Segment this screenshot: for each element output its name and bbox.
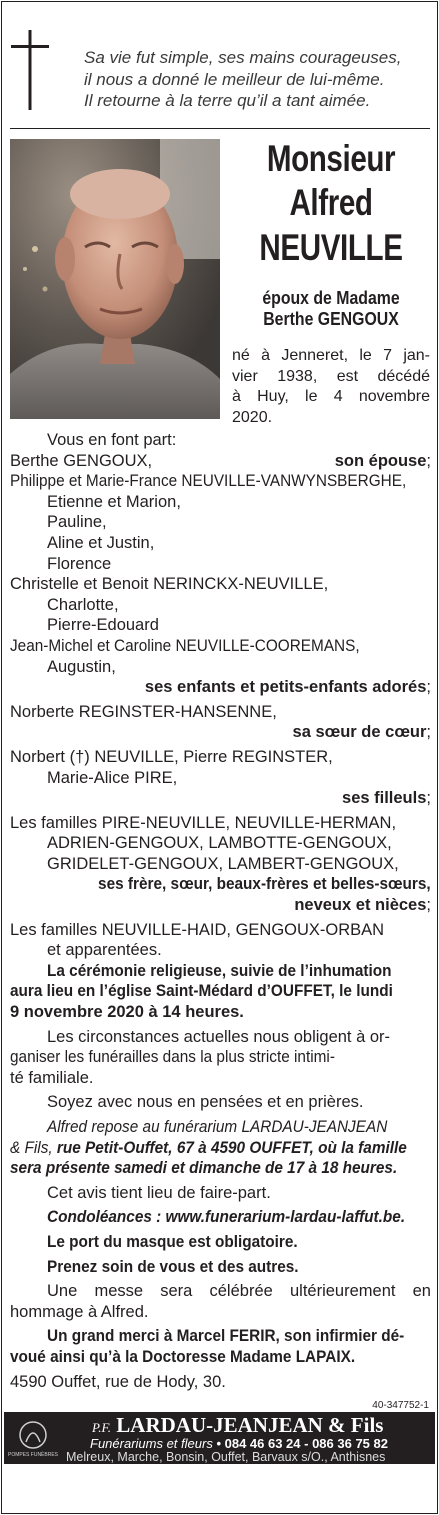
family-line: Pauline, — [47, 513, 107, 532]
circumstances-line: té familiale. — [10, 1068, 94, 1087]
relation-label: ses filleuls; — [342, 789, 431, 808]
cross-icon — [11, 30, 51, 110]
funerarium-line: Alfred repose au funérarium LARDAU-JEANJEAN — [47, 1118, 388, 1136]
epitaph-line: Sa vie fut simple, ses mains courageuses, — [84, 48, 402, 67]
locations: Melreux, Marche, Bonsin, Ouffet, Barvaux s/O., Anthisnes — [66, 1450, 386, 1464]
svg-text:POMPES FUNÈBRES: POMPES FUNÈBRES — [7, 1452, 59, 1458]
family-line: Berthe GENGOUX, son épouse; — [10, 451, 431, 470]
address-line: 4590 Ouffet, rue de Hody, 30. — [10, 1372, 226, 1391]
mass-line: Une messe sera célébrée ultérieurement en — [47, 1282, 431, 1301]
funeral-home-logo — [7, 1418, 59, 1458]
mass-line: hommage à Alfred. — [10, 1302, 149, 1321]
ceremony-line: 9 novembre 2020 à 14 heures. — [10, 1003, 244, 1022]
ceremony-line: La cérémonie religieuse, suivie de l’inhumation — [47, 961, 392, 980]
family-line: Philippe et Marie-France NEUVILLE-VANWYNSBERGHE, — [10, 472, 407, 491]
portrait-photo — [10, 139, 220, 419]
epitaph-line: Il retourne à la terre qu’il a tant aimée. — [84, 91, 371, 110]
spouse-mention: époux de Madame Berthe GENGOUX — [262, 288, 400, 329]
family-line: ADRIEN-GENGOUX, LAMBOTTE-GENGOUX, — [47, 834, 392, 853]
thanks-line: voué ainsi qu’à la Doctoresse Madame LAPAIX. — [10, 1347, 356, 1366]
family-line: Aline et Justin, — [47, 533, 155, 552]
family-line: Augustin, — [47, 657, 116, 676]
epitaph — [84, 47, 434, 112]
family-line: Florence — [47, 554, 112, 573]
family-line: Christelle et Benoit NERINCKX-NEUVILLE, — [10, 575, 329, 594]
condolences-line: Condoléances : www.funerarium-lardau-laffut.be. — [47, 1208, 406, 1227]
notice-line: Cet avis tient lieu de faire-part. — [47, 1183, 271, 1202]
company-name: P.F. LARDAU-JEANJEAN & Fils — [92, 1413, 384, 1437]
relation-label: neveux et nièces; — [294, 896, 431, 915]
family-line: Les familles NEUVILLE-HAID, GENGOUX-ORBAN — [10, 920, 385, 939]
thoughts-line: Soyez avec nous en pensées et en prières. — [47, 1093, 364, 1112]
family-line: Les familles PIRE-NEUVILLE, NEUVILLE-HERMAN, — [10, 813, 397, 832]
family-line: Norbert (†) NEUVILLE, Pierre REGINSTER, — [10, 747, 333, 766]
funerarium-line: & Fils, rue Petit-Ouffet, 67 à 4590 OUFFET, où la famille — [10, 1138, 407, 1157]
announcement-body — [10, 430, 431, 1392]
family-line: Norberte REGINSTER-HANSENNE, — [10, 702, 277, 721]
family-line: Charlotte, — [47, 595, 119, 614]
funeral-home-banner — [4, 1412, 435, 1464]
epitaph-line: il nous a donné le meilleur de lui-même. — [84, 69, 385, 89]
ceremony-line: aura lieu en l’église Saint-Médard d’OUFFET, le lundi — [10, 982, 393, 1001]
intro: Vous en font part: — [47, 431, 177, 449]
birth-death-details: né à Jenneret, le 7 jan- vier 1938, est décédé à Huy, le 4 novembre 2020. — [232, 347, 430, 426]
deceased-title: Monsieur — [266, 138, 396, 179]
family-line: Jean-Michel et Caroline NEUVILLE-COOREMANS, — [10, 636, 360, 655]
reference-number: 40-347752-1 — [372, 1400, 429, 1411]
care-line: Prenez soin de vous et des autres. — [47, 1257, 299, 1276]
divider — [10, 128, 430, 129]
family-line: GRIDELET-GENGOUX, LAMBERT-GENGOUX, — [47, 854, 399, 873]
relation-label: sa sœur de cœur; — [292, 723, 431, 742]
circumstances-line: ganiser les funérailles dans la plus stricte intimi- — [10, 1048, 335, 1067]
relation-label: ses enfants et petits-enfants adorés; — [144, 678, 431, 697]
deceased-last-name: NEUVILLE — [259, 227, 403, 268]
relation-label: ses frère, sœur, beaux-frères et belles-sœurs, — [98, 875, 431, 894]
family-line: Etienne et Marion, — [47, 492, 181, 511]
mask-line: Le port du masque est obligatoire. — [47, 1232, 298, 1251]
circumstances-line: Les circonstances actuelles nous obligent à or- — [47, 1027, 391, 1046]
funerarium-line: sera présente samedi et dimanche de 17 à 18 heures. — [10, 1159, 398, 1178]
thanks-line: Un grand merci à Marcel FERIR, son infirmier dé- — [47, 1327, 405, 1346]
services-phones: Funérariums et fleurs • 084 46 63 24 - 086 36 75 82 — [90, 1436, 388, 1451]
deceased-first-name: Alfred — [289, 182, 373, 223]
family-line: Marie-Alice PIRE, — [47, 768, 178, 787]
family-line: Pierre-Edouard — [47, 616, 159, 635]
family-line: et apparentées. — [47, 941, 162, 960]
